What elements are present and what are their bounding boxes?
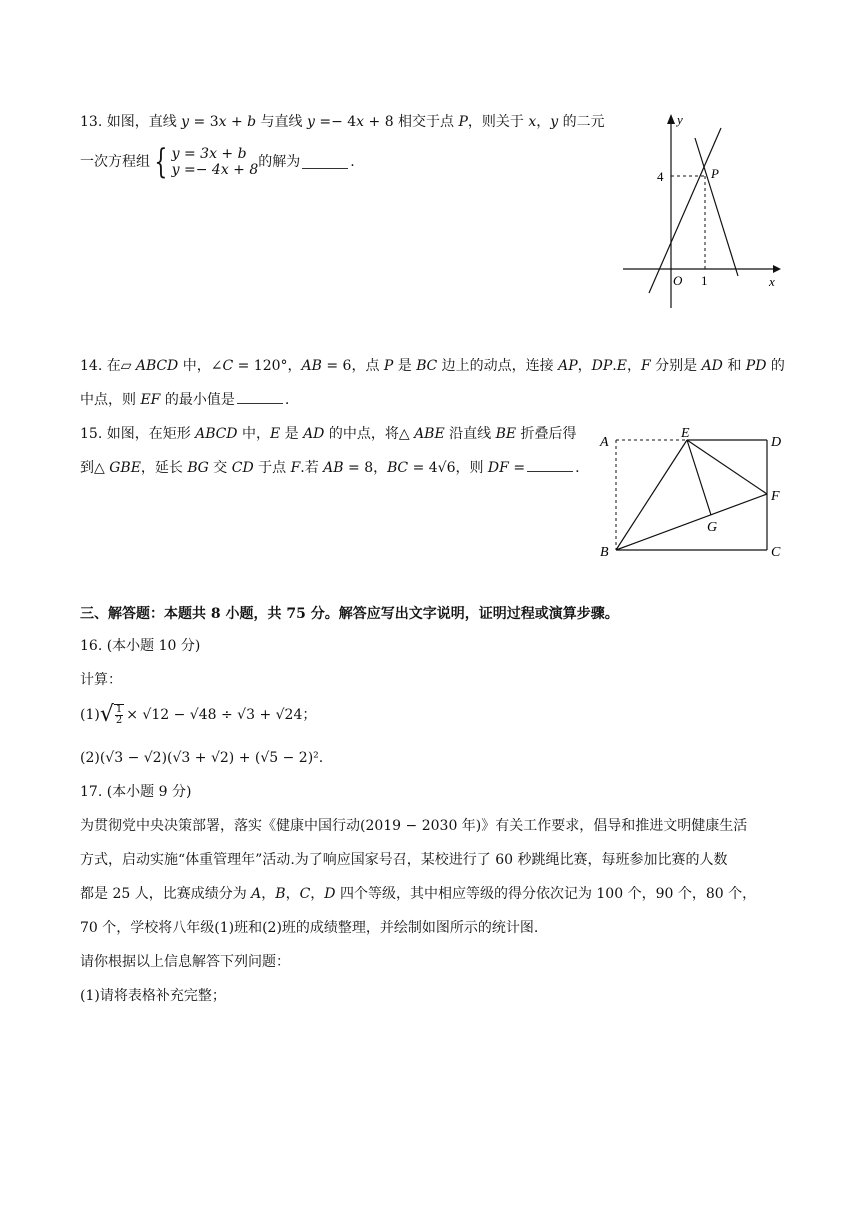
q13-eq2: 𝑦 =− 4𝑥 + 8 [171, 162, 259, 178]
label-o: O [673, 273, 683, 288]
label-c: C [771, 545, 781, 560]
q16-calc: 计算： [80, 672, 122, 688]
segment-bf [616, 494, 767, 550]
q15-end: . [575, 460, 580, 476]
q13-line1: 13. 如图，直线 𝑦 = 3𝑥 + 𝑏 与直线 𝑦 =− 4𝑥 + 8 相交于点 𝑃，则关于 𝑥，𝑦 的二元 [80, 114, 605, 130]
q16-p1-rest: × √12 − √48 ÷ √3 + √24； [126, 707, 317, 723]
q14-line1: 14. 在▱ 𝐴𝐵𝐶𝐷 中，∠𝐶 = 120°，𝐴𝐵 = 6，点 𝑃 是 𝐵𝐶 边上的动点，连接 𝐴𝑃，𝐷𝑃.𝐸，𝐹 分别是 𝐴𝐷 和 𝑃𝐷 的 [80, 358, 785, 374]
q13-line2 [80, 142, 355, 182]
q15-line1: 15. 如图，在矩形 𝐴𝐵𝐶𝐷 中，𝐸 是 𝐴𝐷 的中点，将△ 𝐴𝐵𝐸 沿直线 𝐵𝐸 折叠后得 [80, 426, 577, 442]
line-y-neg4x-8 [695, 138, 738, 276]
segment-be [616, 440, 687, 550]
q15-line2-text: 到△ 𝐺𝐵𝐸，延长 𝐵𝐺 交 𝐶𝐷 于点 𝐹.若 𝐴𝐵 = 8，𝐵𝐶 = 4√6，则 𝐷𝐹 = [80, 460, 526, 476]
q14-answer-blank [237, 391, 283, 404]
q15-figure [592, 424, 792, 564]
q16-head: 16. (本小题 10 分) [80, 638, 201, 654]
q17-head: 17. (本小题 9 分) [80, 784, 192, 800]
q16-p1-radicand [114, 704, 124, 726]
left-brace-icon: { [154, 142, 168, 182]
q17-para1: 为贯彻党中央决策部署，落实《健康中国行动(2019 − 2030 年)》有关工作要求，倡导和推进文明健康生活 [80, 818, 748, 834]
line-y-3x-b [649, 128, 721, 293]
q14-end: . [284, 392, 290, 408]
label-e: E [681, 426, 690, 441]
q17-ask: 请你根据以上信息解答下列问题： [80, 954, 290, 970]
label-b: B [600, 545, 609, 560]
q16-part1 [80, 704, 316, 726]
label-four: 4 [657, 169, 664, 184]
label-y: y [677, 112, 683, 127]
q13-prefix: 一次方程组 [80, 154, 150, 170]
label-g: G [707, 520, 718, 535]
q17-para4: 70 个，学校将八年级(1)班和(2)班的成绩整理，并绘制如图所示的统计图. [80, 920, 539, 936]
q16-part2: (2)(√3 − √2)(√3 + √2) + (√5 − 2)². [80, 750, 324, 766]
segment-eg [687, 440, 711, 515]
q13-eq1: 𝑦 = 3𝑥 + 𝑏 [171, 146, 247, 162]
frac-denominator: 2 [115, 715, 123, 726]
q13-suffix: 的解为 [258, 154, 301, 170]
q13-answer-blank [302, 156, 348, 169]
segment-ef [687, 440, 767, 494]
label-one: 1 [701, 273, 708, 288]
q17-sub1: (1)请将表格补充完整； [80, 988, 226, 1004]
q14-line2-text: 中点，则 𝐸𝐹 的最小值是 [80, 392, 235, 408]
q15-line2 [80, 458, 580, 478]
q17-para2: 方式，启动实施“体重管理年”活动.为了响应国家号召，某校进行了 60 秒跳绳比赛，每班参加比赛的人数 [80, 852, 728, 868]
sqrt-icon: √ [99, 702, 114, 727]
q13-equation-system [150, 142, 259, 182]
q16-p1-label: (1) [80, 707, 100, 723]
label-a: A [600, 435, 609, 450]
section3-heading: 三、解答题：本题共 8 小题，共 75 分。解答应写出文字说明，证明过程或演算步骤。 [80, 606, 619, 622]
label-f: F [771, 489, 780, 504]
label-x: x [769, 274, 775, 289]
label-p: P [711, 166, 719, 181]
q13-figure [615, 108, 785, 318]
q14-line2 [80, 390, 289, 410]
frac-numerator: 1 [115, 704, 123, 715]
x-axis-arrow-icon [773, 265, 781, 273]
q17-para3: 都是 25 人，比赛成绩分为 𝐴，𝐵，𝐶，𝐷 四个等级，其中相应等级的得分依次记为 100 个，90 个，80 个， [80, 886, 757, 902]
label-d: D [771, 435, 782, 450]
y-axis-arrow-icon [667, 114, 675, 124]
q13-end: . [350, 154, 355, 170]
fraction-one-half [115, 705, 123, 726]
q15-answer-blank [527, 459, 573, 472]
